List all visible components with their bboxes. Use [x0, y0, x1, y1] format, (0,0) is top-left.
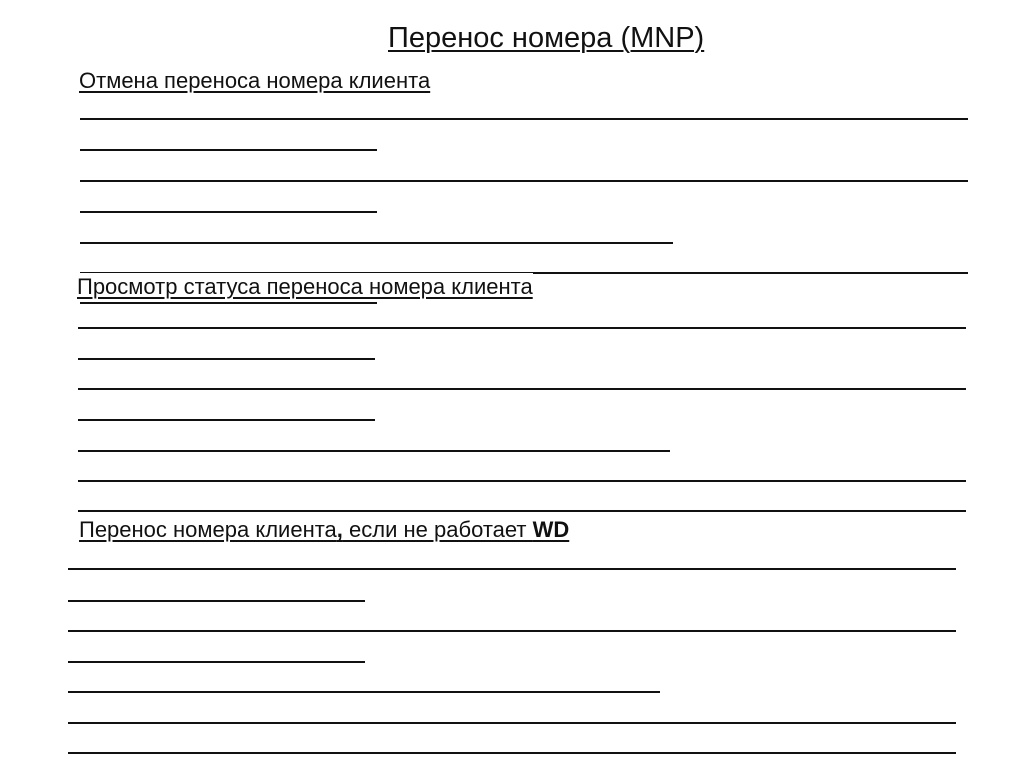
fill-line[interactable]	[68, 568, 956, 570]
section-heading-transfer-no-wd	[79, 516, 569, 544]
section-heading-transfer-status: Просмотр статуса переноса номера клиента	[77, 274, 533, 299]
fill-line[interactable]	[80, 118, 968, 120]
fill-line[interactable]	[68, 691, 660, 693]
fill-line[interactable]	[78, 419, 375, 421]
fill-line[interactable]	[78, 510, 966, 512]
section-heading-cancel-transfer: Отмена переноса номера клиента	[79, 68, 431, 93]
heading-bold-wd: WD	[532, 517, 570, 542]
fill-line[interactable]	[78, 480, 966, 482]
fill-line[interactable]	[68, 722, 956, 724]
fill-line[interactable]	[80, 149, 377, 151]
page-title: Перенос номера (MNP)	[388, 22, 705, 54]
fill-line[interactable]	[80, 242, 673, 244]
fill-line[interactable]	[68, 630, 956, 632]
fill-line[interactable]	[78, 358, 375, 360]
fill-line[interactable]	[78, 327, 966, 329]
heading-text: Перенос номера клиента	[79, 517, 337, 542]
fill-line[interactable]	[68, 600, 365, 602]
fill-line[interactable]	[68, 661, 365, 663]
fill-line[interactable]	[78, 388, 966, 390]
heading-comma: ,	[336, 517, 343, 542]
fill-line[interactable]	[80, 180, 968, 182]
fill-line[interactable]	[68, 752, 956, 754]
heading-rest: если не работает	[342, 517, 533, 542]
fill-line[interactable]	[78, 450, 670, 452]
fill-line[interactable]	[80, 211, 377, 213]
fill-line[interactable]	[80, 302, 377, 304]
